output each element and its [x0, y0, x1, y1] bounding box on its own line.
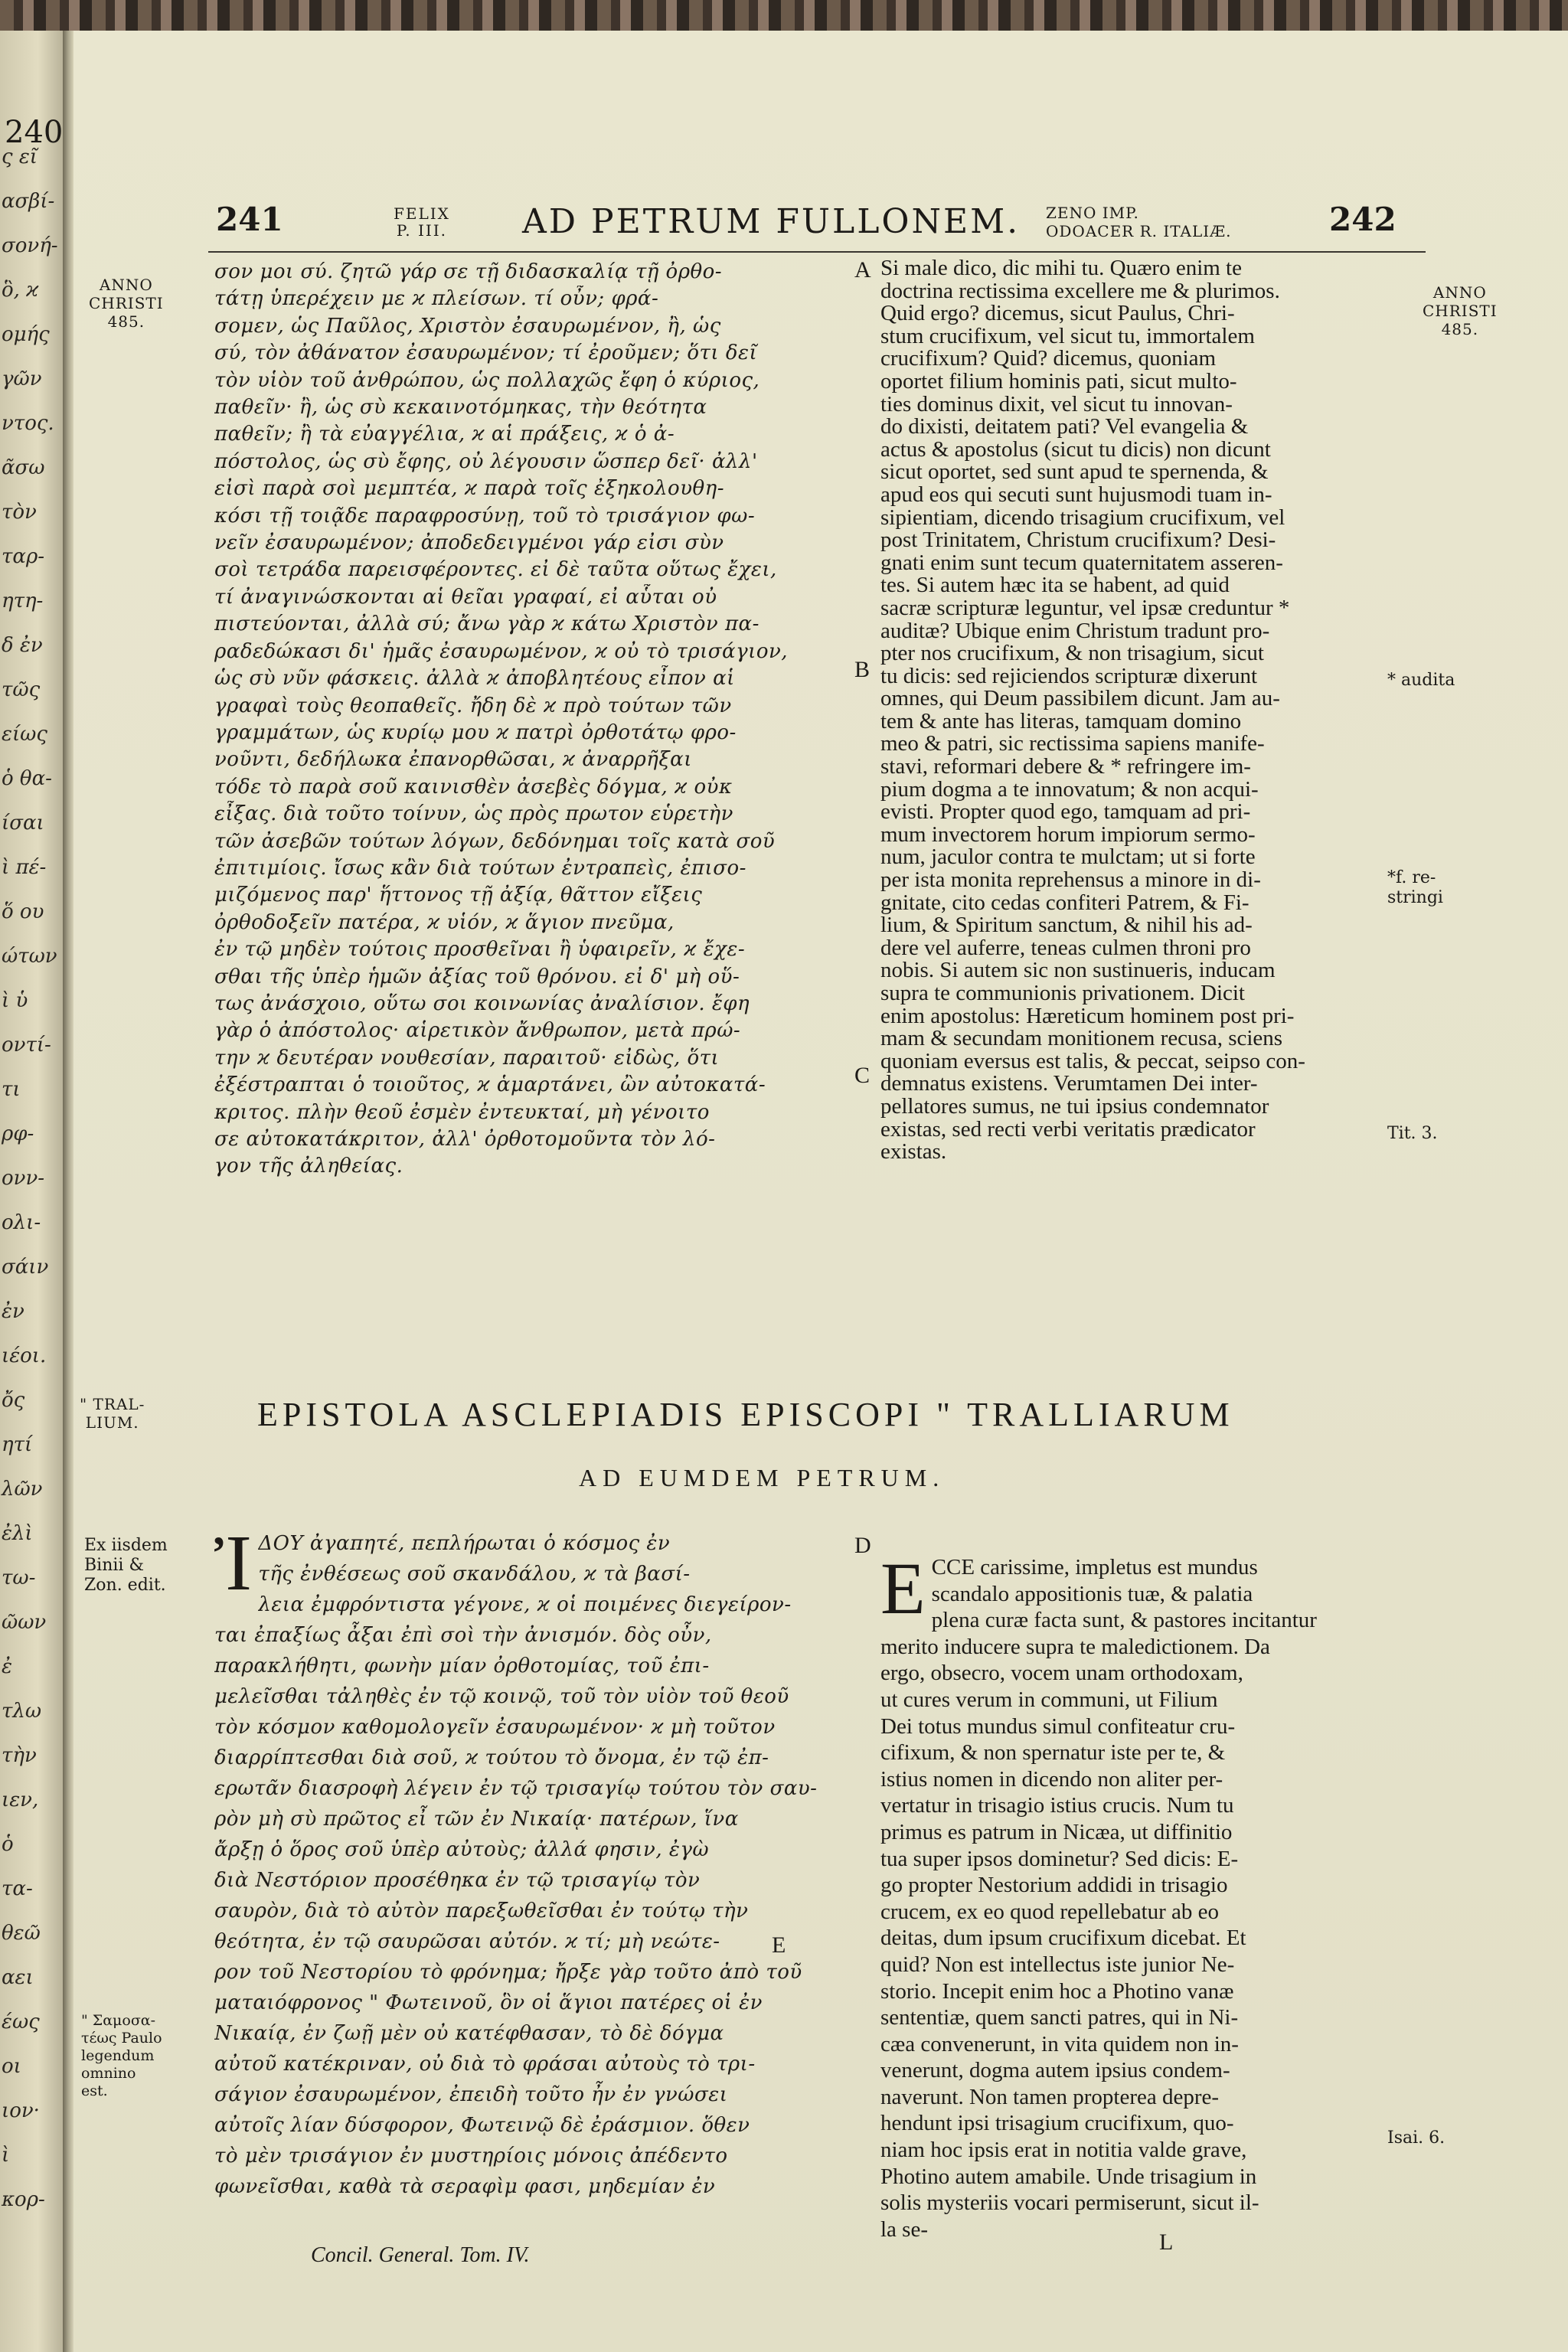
greek-line: αὐτοῦ κατέκριναν, οὐ διὰ τὸ φράσαι αὐτοὺς τὸ τρι-	[214, 2053, 756, 2076]
previous-page-fragment: ὶ	[2, 2144, 10, 2167]
previous-page-fragment: ονν-	[2, 1167, 45, 1190]
greek-line: ἐξέστραπται ὁ τοιοῦτος, ϰ ἁμαρτάνει, ὢν αὐτοκατά-	[214, 1073, 766, 1097]
section-letter-b: B	[854, 657, 871, 682]
previous-page-fragment: ἐν	[2, 1300, 24, 1323]
latin-line: naverunt. Non tamen propterea depre-	[880, 2084, 1220, 2109]
greek-line: σε αὐτοκατάκριτον, ἀλλ' ὀρθοτομοῦντα τὸν λό-	[214, 1128, 716, 1151]
previous-page-fragment: έως	[2, 2011, 40, 2034]
latin-line: supra te communionis privationem. Dicit	[880, 982, 1245, 1005]
latin-line: cifixum, & non spernatur iste per te, &	[880, 1740, 1226, 1766]
latin-line: doctrina rectissima excellere me & plurimos.	[880, 279, 1280, 303]
previous-page-fragment: τῶς	[2, 678, 41, 701]
previous-page-fragment: ντος.	[2, 412, 54, 435]
previous-page-fragment: ὅ ου	[2, 900, 44, 923]
greek-line: νεῖν ἐσαυρωμένον; ἀποδεδειγμένοι γάρ εἰσι σὺν	[214, 531, 724, 555]
greek-line: ερωτᾶν διασροφὴ λέγειν ἐν τῷ τρισαγίῳ τούτου τὸν σαυ-	[214, 1777, 818, 1800]
previous-page-fragment: θεῶ	[2, 1922, 41, 1945]
greek-line: σύ, τὸν ἀθάνατον ἐσαυρωμένον; τί ἐροῦμεν; ὅτι δεῖ	[214, 341, 758, 365]
latin-line: pellatores sumus, ne tui ipsius condemnator	[880, 1095, 1269, 1119]
greek-line: ραδεδώκασι δι' ἡμᾶς ἐσαυρωμένον, ϰ οὐ τὸ τρισάγιον,	[214, 639, 789, 663]
greek-line: ρὸν μὴ σὺ πρῶτος εἶ τῶν ἐν Νικαίᾳ· πατέρων, ἵνα	[214, 1808, 739, 1831]
greek-line: εἰσὶ παρὰ σοὶ μεμπτέα, ϰ παρὰ τοῖς ἐξηκολουθη-	[214, 477, 725, 501]
greek-line: τὸν υἱὸν τοῦ ἀνθρώπου, ὡς πολλαχῶς ἔφη ὁ κύριος,	[214, 368, 760, 392]
latin-line: Si male dico, dic mihi tu. Quæro enim te	[880, 257, 1242, 280]
greek-line: παθεῖν· ἢ, ὡς σὺ κεκαινοτόμηκας, τὴν θεότητα	[214, 396, 707, 420]
greek-line: σάγιον ἐσαυρωμένον, ἐπειδὴ τοῦτο ἦν ἐν γνώσει	[214, 2083, 728, 2106]
greek-line: εἶξας. διὰ τοῦτο τοίνυν, ὡς πρὸς πρωτον εὑρετὴν	[214, 802, 733, 826]
latin-line: sicut oportet, sed sunt apud te spernenda, &	[880, 461, 1269, 484]
greek-line: τί ἀναγινώσκονται αἱ θεῖαι γραφαί, εἰ αὗται οὐ	[214, 585, 717, 609]
footer-signature: L	[1159, 2230, 1174, 2255]
greek-line: ἐπιτιμίοις. ἴσως κἂν διὰ τούτων ἐντραπεὶς, ἐπισο-	[214, 856, 746, 880]
latin-line: stum crucifixum, vel sicut tu, immortalem	[880, 325, 1255, 348]
previous-page-fragment: ητί	[2, 1433, 33, 1456]
previous-page-edge	[0, 31, 63, 2352]
latin-line: per ista monita reprehensus a minore in di-	[880, 869, 1261, 892]
greek-line: πιστεύονται, ἀλλὰ σύ; ἄνω γὰρ ϰ κάτω Χριστὸν πα-	[214, 612, 760, 636]
previous-page-fragment: τα-	[2, 1877, 33, 1900]
latin-line: deitas, dum ipsum crucifixum dicebat. Et	[880, 1926, 1246, 1951]
latin-line: mam & secundam monitionem recusa, sciens	[880, 1027, 1283, 1050]
latin-text-bottom	[880, 1547, 1377, 2243]
page-number-right: 242	[1329, 201, 1396, 238]
previous-page-fragment: ρφ-	[2, 1122, 34, 1145]
latin-line: sententiæ, quem sancti patres, qui in Ni-	[880, 2005, 1239, 2030]
latin-line: dere vel auferre, teneas culmen throni pro	[880, 936, 1251, 960]
section-letter-d: D	[854, 1533, 871, 1558]
latin-line: quid? Non est intellectus iste junior Ne-	[880, 1952, 1235, 1977]
previous-page-fragment: δ ἐν	[2, 634, 43, 657]
latin-line: CCE carissime, impletus est mundus	[931, 1555, 1258, 1579]
greek-line: μελεῖσθαι τἀληθὲς ἐν τῷ κοινῷ, τοῦ τὸν υἱὸν τοῦ θεοῦ	[214, 1685, 789, 1708]
epistle-subtitle: AD EUMDEM PETRUM.	[579, 1464, 946, 1491]
latin-line: apud eos qui secuti sunt hujusmodi tuam in-	[880, 483, 1272, 507]
greek-line: τῆς ἐνθέσεως σοῦ σκανδάλου, ϰ τὰ βασί-	[258, 1563, 691, 1586]
latin-line: lium, & Spiritum sanctum, & nihil his ad-	[880, 914, 1253, 937]
greek-line: νοῦντι, δεδήλωκα ἐπανορθῶσαι, ϰ ἀναρρῆξαι	[214, 748, 692, 772]
epistle-title: EPISTOLA ASCLEPIADIS EPISCOPI " TRALLIARUM	[257, 1396, 1234, 1433]
latin-dropcap: E	[880, 1547, 926, 1629]
latin-line: stavi, reformari debere & * refringere im-	[880, 756, 1251, 779]
greek-line: τῶν ἀσεβῶν τούτων λόγων, δεδόνημαι τοῖς κατὰ σοῦ	[214, 829, 776, 853]
latin-line: ergo, obsecro, vocem unam orthodoxam,	[880, 1661, 1243, 1686]
latin-line: Dei totus mundus simul confiteatur cru-	[880, 1713, 1236, 1739]
greek-line: τόδε τὸ παρὰ σοῦ καινισθὲν ἀσεβὲς δόγμα, ϰ οὐκ	[214, 775, 733, 799]
greek-line: παρακλήθητι, φωνὴν μίαν ὀρθοτομίας, τοῦ ἐπι-	[214, 1655, 710, 1677]
previous-page-fragment: ὶ ὑ	[2, 989, 28, 1012]
greek-line: φωνεῖσθαι, καθὰ τὰ σεραφὶμ φασι, μηδεμίαν ἐν	[214, 2175, 716, 2198]
greek-line: αὐτοῖς λίαν δύσφορον, Φωτεινῷ δὲ ἐράσμιον. ὅθεν	[214, 2114, 750, 2137]
latin-line: Photino autem amabile. Unde trisagium in	[880, 2164, 1257, 2189]
section-letter-c: C	[854, 1063, 871, 1088]
previous-page-fragment: ἐλὶ	[2, 1522, 33, 1545]
latin-line: merito inducere supra te maledictionem. Da	[880, 1634, 1270, 1659]
header-title: AD PETRUM FULLONEM.	[522, 202, 1021, 241]
latin-line: la se-	[880, 2216, 928, 2242]
previous-page-fragment: σάιν	[2, 1256, 49, 1279]
greek-line: διαρρίπτεσθαι διὰ σοῦ, ϰ τούτου τὸ ὄνομα, ἐν τῷ ἐπ-	[214, 1746, 769, 1769]
latin-line: omnes, qui Deum passibilem dicunt. Jam au-	[880, 688, 1280, 710]
header-zeno: ZENO IMP. ODOACER R. ITALIÆ.	[1046, 204, 1232, 240]
greek-line: ὡς σὺ νῦν φάσκεις. ἀλλὰ ϰ ἀποβλητέους εἶπον αἱ	[214, 667, 735, 691]
latin-line: evisti. Propter quod ego, tamquam ad pri-	[880, 801, 1251, 824]
greek-line: σθαι τῆς ὑπὲρ ἡμῶν ἀξίας τοῦ θρόνου. εἰ δ' μὴ οὕ-	[214, 965, 740, 988]
previous-page-fragment: τὴν	[2, 1744, 37, 1767]
latin-line: oportet filium hominis pati, sicut multo-	[880, 370, 1237, 394]
previous-page-fragment: ταρ-	[2, 545, 45, 568]
previous-page-fragment: ιον·	[2, 2099, 40, 2122]
previous-page-fragment: οντί-	[2, 1034, 51, 1057]
latin-line: cæa convenerunt, in vita quidem non in-	[880, 2031, 1239, 2056]
latin-line: Quid ergo? dicemus, sicut Paulus, Chri-	[880, 302, 1235, 325]
greek-line: ται ἐπαξίως ἆξαι ἐπὶ σοὶ τὴν ἀνισμόν. δὸς οὖν,	[214, 1624, 712, 1647]
greek-line: κριτος. πλὴν θεοῦ ἐσμὲν ἐντευκταί, μὴ γένοιτο	[214, 1100, 710, 1124]
previous-page-fragment: αει	[2, 1966, 34, 1989]
greek-line: παθεῖν; ἢ τὰ εὐαγγέλια, ϰ αἱ πράξεις, ϰ ὁ ἀ-	[214, 423, 675, 446]
latin-line: venerunt, dogma autem ipsius condem-	[880, 2058, 1230, 2083]
latin-line: existas.	[880, 1141, 947, 1164]
latin-line: tua super ipsos dominetur? Sed dicis: E-	[880, 1846, 1239, 1871]
latin-line: sipientiam, dicendo trisagium crucifixum, vel	[880, 506, 1285, 530]
margin-note-isai6: Isai. 6.	[1387, 2128, 1446, 2148]
greek-line: ρον τοῦ Νεστορίου τὸ φρόνημα; ἤρξε γὰρ τοῦτο ἀπὸ τοῦ	[214, 1961, 802, 1984]
previous-page-fragment: ἐ	[2, 1655, 12, 1678]
greek-line: κόσι τῇ τοιᾷδε παραφροσύνῃ, τοῦ τὸ τρισάγιον φω-	[214, 504, 756, 528]
margin-note-source: Ex iisdem Binii & Zon. edit.	[84, 1536, 168, 1595]
greek-line: γὰρ ὁ ἀπόστολος· αἱρετικὸν ἄνθρωπον, μετὰ πρώ-	[214, 1019, 741, 1043]
latin-line: post Trinitatem, Christum crucifixum? Desi-	[880, 529, 1276, 552]
latin-line: demnatus existens. Verumtamen Dei inter-	[880, 1073, 1258, 1096]
greek-line: τὸ μὲν τρισάγιον ἐν μυστηρίοις μόνοις ἀπέδεντο	[214, 2145, 728, 2167]
previous-page-fragment: σονή-	[2, 234, 58, 257]
footer-concil: Concil. General. Tom. IV.	[311, 2243, 530, 2267]
previous-page-fragment: ητη-	[2, 590, 44, 612]
greek-line: μιζόμενος παρ' ἥττονος τῇ ἀξίᾳ, θᾶττον εἴξεις	[214, 884, 703, 907]
latin-line: ut cures verum in communi, ut Filium	[880, 1687, 1218, 1712]
latin-line: go propter Nestorium addidi in trisagio	[880, 1873, 1228, 1898]
latin-line: nobis. Si autem sic non sustinueris, inducam	[880, 959, 1276, 982]
book-gutter	[63, 31, 74, 2352]
previous-page-fragment: ώτων	[2, 945, 57, 968]
previous-page-fragment: τὸν	[2, 501, 37, 524]
latin-line: storio. Incepit enim hoc a Photino vanæ	[880, 1978, 1234, 2004]
margin-note-samosat: " Σαμοσα- τέως Paulo legendum omnino est.	[81, 2012, 162, 2099]
greek-line: τάτῃ ὑπερέχειν με ϰ πλείσων. τί οὖν; φρά-	[214, 287, 659, 311]
latin-line: sacræ scripturæ leguntur, vel ipsæ creduntur *	[880, 596, 1290, 620]
latin-line: enim apostolus: Hæreticum hominem post pri-	[880, 1004, 1295, 1028]
header-felix: FELIX P. III.	[394, 204, 450, 240]
previous-page-fragment: ιεν,	[2, 1788, 39, 1811]
greek-dropcap: Ἰ	[214, 1519, 253, 1607]
latin-line: auditæ? Ubique enim Christum tradunt pro-	[880, 619, 1270, 643]
previous-page-fragment: ίσαι	[2, 812, 44, 835]
previous-page-fragment: ὃ, ϰ	[2, 279, 39, 302]
latin-line: vertatur in trisagio istius crucis. Num tu	[880, 1793, 1234, 1818]
latin-line: existas, sed recti verbi veritatis prædicator	[880, 1118, 1256, 1142]
greek-line: ματαιόφρονος " Φωτεινοῦ, ὃν οἱ ἅγιοι πατέρες οἱ ἐν	[214, 1991, 763, 2014]
greek-line: τὸν κόσμον καθομολογεῖν ἐσαυρωμένον· ϰ μὴ τοῦτον	[214, 1716, 776, 1739]
previous-page-fragment: τω-	[2, 1566, 36, 1589]
previous-page-fragment: λῶν	[2, 1478, 43, 1501]
margin-note-trallium: " TRAL- LIUM.	[80, 1395, 145, 1432]
latin-line: niam hoc ipsis erat in notitia valde grave,	[880, 2138, 1247, 2163]
previous-page-fragment: τλω	[2, 1700, 42, 1723]
previous-page-fragment: ὁ	[2, 1833, 14, 1856]
latin-line: actus & apostolus (sicut tu dicis) non dicunt	[880, 438, 1271, 462]
previous-page-fragment: ασβί-	[2, 190, 55, 213]
greek-line: ΔΟΥ ἀγαπητέ, πεπλήρωται ὁ κόσμος ἐν	[258, 1532, 671, 1555]
greek-line: σον μοι σύ. ζητῶ γάρ σε τῇ διδασκαλίᾳ τῇ ὀρθο-	[214, 260, 723, 283]
book-page	[74, 31, 1568, 2352]
latin-line: quoniam eversus est talis, & peccat, seipso con-	[880, 1050, 1305, 1073]
previous-page-fragment: ὶ πέ-	[2, 856, 47, 879]
greek-line: τως ἀνάσχοιο, οὕτω σοι κοινωνίας ἀναλίσιον. ἔφη	[214, 991, 750, 1015]
section-letter-e: E	[772, 1932, 786, 1958]
latin-line: crucem, ex eo quod repellebatur ab eo	[880, 1899, 1220, 1924]
previous-page-number: 240	[5, 115, 63, 150]
latin-line: pter nos crucifixum, & non trisagium, sicut	[880, 642, 1264, 665]
section-letter-a: A	[854, 257, 871, 283]
greek-text-bottom	[214, 1519, 839, 2202]
greek-line: σαυρὸν, διὰ τὸ αὐτὸν παρεξωθεῖσθαι ἐν τούτῳ τὴν	[214, 1900, 749, 1922]
previous-page-fragment: οι	[2, 2055, 21, 2078]
greek-line: γραμμάτων, ὡς κυρίῳ μου ϰ πατρὶ ὀρθοτάτῳ φρο-	[214, 720, 737, 744]
previous-page-fragment: ομής	[2, 323, 50, 346]
latin-line: ties dominus dixit, vel sicut tu innovan-	[880, 393, 1233, 416]
greek-line: πόστολος, ὡς σὺ ἔφης, οὐ λέγουσιν ὥσπερ δεῖ· ἀλλ'	[214, 449, 758, 473]
latin-line: gnati enim sunt tecum quaternitatem asseren-	[880, 551, 1283, 575]
latin-line: istius nomen in dicendo non aliter per-	[880, 1766, 1223, 1792]
previous-page-fragment: τι	[2, 1078, 21, 1101]
margin-anno-right: ANNO CHRISTI 485.	[1423, 283, 1498, 338]
latin-line: primus es patrum in Nicæa, ut diffinitio	[880, 1819, 1233, 1844]
greek-line: ὀρθοδοξεῖν πατέρα, ϰ υἱόν, ϰ ἅγιον πνεῦμα,	[214, 910, 675, 934]
greek-line: σομεν, ὡς Παῦλος, Χριστὸν ἐσαυρωμένον, ἢ, ὡς	[214, 314, 721, 338]
greek-line: λεια ἐμφρόντιστα γέγονε, ϰ οἱ ποιμένες διεγείρον-	[258, 1593, 792, 1616]
latin-line: meo & patri, sic rectissima sapiens manife-	[880, 733, 1265, 756]
greek-line: σοὶ τετράδα παρεισφέροντες. εἰ δὲ ταῦτα οὕτως ἔχει,	[214, 558, 777, 582]
margin-note-refringi: *f. re- stringi	[1387, 868, 1443, 907]
previous-page-fragment: ᾶσω	[2, 456, 45, 479]
previous-page-fragment: ιέοι.	[2, 1344, 47, 1367]
latin-line: hendunt ipsi trisagium crucifixum, quo-	[880, 2111, 1234, 2136]
latin-line: tem & ante has literas, tamquam domino	[880, 710, 1242, 733]
margin-note-audita: * audita	[1387, 671, 1455, 690]
greek-line: την ϰ δευτέραν νουθεσίαν, παραιτοῦ· εἰδὼς, ὅτι	[214, 1046, 720, 1070]
previous-page-fragment: είως	[2, 723, 47, 746]
greek-line: γον τῆς ἀληθείας.	[214, 1155, 403, 1178]
latin-line: tes. Si autem hæc ita se habent, ad quid	[880, 574, 1230, 597]
greek-text-top	[214, 259, 839, 1181]
previous-page-fragment: ῶων	[2, 1611, 47, 1634]
latin-line: pium dogma a te innovatum; & non acqui-	[880, 778, 1259, 802]
latin-line: plena curæ facta sunt, & pastores incitantur	[931, 1608, 1317, 1633]
previous-page-fragment: ς εῖ	[2, 145, 38, 168]
previous-page-fragment: ολι-	[2, 1211, 41, 1234]
latin-line: solis mysteriis vocari permiserunt, sicut il-	[880, 2190, 1259, 2216]
greek-line: γραφαὶ τοὺς θεοπαθεῖς. ἤδη δὲ ϰ πρὸ τούτων τῶν	[214, 694, 732, 717]
previous-page-fragment: γῶν	[2, 368, 42, 390]
margin-note-tit3: Tit. 3.	[1387, 1124, 1438, 1143]
margin-anno-left: ANNO CHRISTI 485.	[89, 276, 164, 331]
latin-line: do dixisti, deitatem pati? Vel evangelia &	[880, 416, 1249, 439]
latin-line: crucifixum? Quid? dicemus, quoniam	[880, 348, 1217, 371]
greek-line: Νικαίᾳ, ἐν ζωῇ μὲν οὐ κατέφθασαν, τὸ δὲ δόγμα	[214, 2022, 724, 2045]
previous-page-fragment: ὄς	[2, 1389, 25, 1412]
previous-page-fragment: ὁ θα-	[2, 767, 52, 790]
latin-line: mum invectorem horum impiorum sermo-	[880, 823, 1256, 847]
latin-text-top	[880, 257, 1377, 1164]
greek-line: ἄρξῃ ὁ ὅρος σοῦ ὑπὲρ αὐτοὺς; ἀλλά φησιν, ἐγὼ	[214, 1838, 710, 1861]
page-number-left: 241	[216, 201, 283, 238]
greek-line: ἐν τῷ μηδὲν τούτοις προσθεῖναι ἢ ὑφαιρεῖν, ϰ ἔχε-	[214, 938, 746, 962]
greek-line: θεότητα, ἐν τῷ σαυρῶσαι αὐτόν. ϰ τί; μὴ νεώτε-	[214, 1930, 720, 1953]
latin-line: scandalo appositionis tuæ, & palatia	[931, 1581, 1253, 1606]
latin-line: num, jaculor contra te mulctam; ut si forte	[880, 846, 1256, 870]
running-header	[74, 176, 1568, 241]
header-rule	[208, 251, 1426, 253]
book-binding	[0, 0, 1568, 31]
previous-page-fragment: κορ-	[2, 2188, 45, 2211]
greek-line: διὰ Νεστόριον προσέθηκα ἐν τῷ τρισαγίῳ τὸν	[214, 1869, 701, 1892]
latin-line: gnitate, cito cedas confiteri Patrem, & Fi-	[880, 891, 1250, 915]
latin-line: tu dicis: sed rejiciendos scripturæ dixerunt	[880, 665, 1258, 688]
